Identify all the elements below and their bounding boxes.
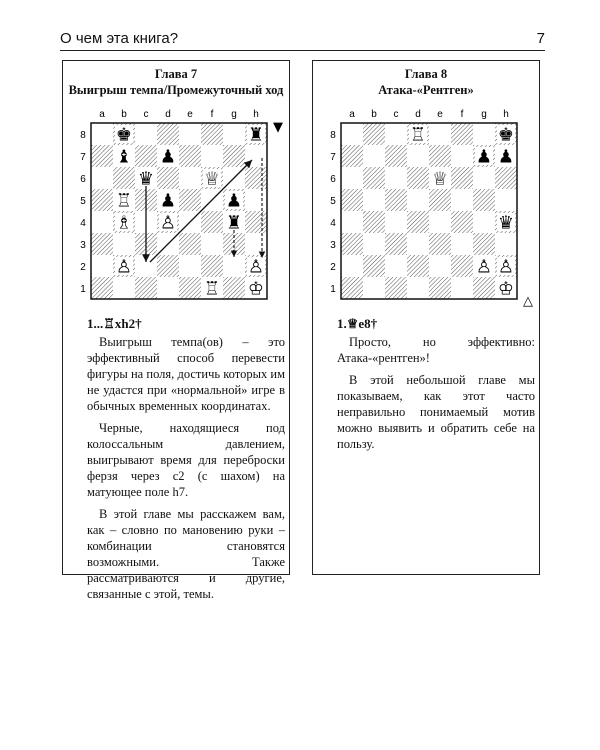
chapter-subtitle: Атака-«Рентген» (378, 83, 474, 97)
file-label: c (393, 109, 399, 120)
file-label: f (460, 109, 464, 120)
key-move: 1.♕e8† (337, 316, 378, 331)
dark-square (201, 211, 223, 233)
file-label: f (210, 109, 214, 120)
chess-piece-f6: ♕ (203, 168, 221, 190)
dark-square (429, 277, 451, 299)
light-square (341, 255, 363, 277)
dark-square (363, 167, 385, 189)
rank-label: 1 (330, 284, 336, 295)
dark-square (179, 233, 201, 255)
chess-piece-g5: ♟ (225, 190, 243, 212)
chess-piece-h8: ♚ (497, 124, 515, 146)
dark-square (179, 189, 201, 211)
rank-label: 2 (330, 262, 336, 273)
dark-square (451, 123, 473, 145)
dark-square (91, 145, 113, 167)
rank-label: 5 (80, 196, 86, 207)
dark-square (201, 255, 223, 277)
chapter-heading: Глава 7 (154, 67, 198, 81)
light-square (407, 145, 429, 167)
chapter-7-panel (62, 60, 290, 601)
light-square (385, 167, 407, 189)
light-square (91, 211, 113, 233)
dark-square (473, 189, 495, 211)
rank-label: 6 (80, 174, 86, 185)
light-square (407, 189, 429, 211)
light-square (341, 167, 363, 189)
dark-square (429, 189, 451, 211)
light-square (245, 189, 267, 211)
chess-piece-h7: ♟ (497, 146, 515, 168)
light-square (157, 277, 179, 299)
paragraph: Выигрыш темпа(ов) – это эффективный способ перевести фигуры на поля, достичь которых им не удастся при «нормальной» игре в обычных временных координатах. (87, 335, 285, 413)
dark-square (363, 255, 385, 277)
dark-square (407, 211, 429, 233)
dark-square (495, 167, 517, 189)
rank-label: 3 (330, 240, 336, 251)
file-label: d (415, 109, 421, 120)
dark-square (91, 189, 113, 211)
dark-square (341, 277, 363, 299)
key-move: 1...♖xh2† (87, 316, 142, 331)
chess-board (77, 105, 287, 320)
dark-square (223, 277, 245, 299)
light-square (91, 255, 113, 277)
light-square (179, 123, 201, 145)
file-label: a (349, 109, 355, 120)
light-square (363, 189, 385, 211)
rank-label: 3 (80, 240, 86, 251)
chess-piece-h2: ♙ (247, 256, 265, 278)
light-square (363, 277, 385, 299)
dark-square (473, 233, 495, 255)
file-label: h (503, 109, 509, 120)
dark-square (157, 255, 179, 277)
dark-square (363, 123, 385, 145)
side-to-move-marker: △ (523, 294, 533, 309)
dark-square (223, 145, 245, 167)
light-square (385, 211, 407, 233)
chess-piece-g4: ♜ (225, 212, 243, 234)
chess-diagram (77, 105, 287, 320)
page-number: 7 (536, 30, 545, 47)
dark-square (179, 145, 201, 167)
chess-piece-d7: ♟ (159, 146, 177, 168)
dark-square (135, 145, 157, 167)
dark-square (451, 255, 473, 277)
light-square (363, 145, 385, 167)
chess-piece-d5: ♟ (159, 190, 177, 212)
chess-piece-b2: ♙ (115, 256, 133, 278)
light-square (135, 123, 157, 145)
chess-piece-h4: ♛ (497, 212, 515, 234)
rank-label: 7 (80, 152, 86, 163)
rank-label: 7 (330, 152, 336, 163)
paragraph: Черные, находящиеся под колоссальным давлением, выигрывают время для переброски ферзя через с2 (с шахом) на матующее поле h7. (87, 421, 285, 499)
file-label: e (187, 109, 193, 120)
dark-square (407, 167, 429, 189)
file-label: g (481, 109, 487, 120)
light-square (385, 255, 407, 277)
chess-piece-b7: ♝ (115, 146, 133, 168)
light-square (451, 277, 473, 299)
light-square (179, 167, 201, 189)
dark-square (341, 233, 363, 255)
chess-piece-h8: ♜ (247, 124, 265, 146)
dark-square (135, 277, 157, 299)
file-label: g (231, 109, 237, 120)
light-square (91, 123, 113, 145)
rank-label: 1 (80, 284, 86, 295)
chess-piece-h2: ♙ (497, 256, 515, 278)
rank-label: 8 (330, 130, 336, 141)
rank-label: 5 (330, 196, 336, 207)
file-label: b (121, 109, 127, 120)
dark-square (91, 277, 113, 299)
dark-square (157, 123, 179, 145)
dark-square (179, 277, 201, 299)
light-square (429, 211, 451, 233)
chess-piece-b4: ♗ (115, 212, 133, 234)
light-square (473, 211, 495, 233)
chapter-text (337, 316, 535, 452)
light-square (451, 145, 473, 167)
dark-square (245, 211, 267, 233)
chess-piece-h1: ♔ (497, 278, 515, 300)
chapter-subtitle: Выигрыш темпа/Промежуточный ход (68, 83, 284, 97)
chess-piece-g2: ♙ (475, 256, 493, 278)
light-square (223, 255, 245, 277)
dark-square (451, 211, 473, 233)
dark-square (201, 123, 223, 145)
light-square (91, 167, 113, 189)
chess-piece-f1: ♖ (203, 278, 221, 300)
chess-piece-b5: ♖ (115, 190, 133, 212)
dark-square (341, 145, 363, 167)
chess-piece-c6: ♛ (137, 168, 155, 190)
dark-square (429, 145, 451, 167)
light-square (201, 233, 223, 255)
chess-piece-d8: ♖ (409, 124, 427, 146)
light-square (113, 277, 135, 299)
chess-piece-d4: ♙ (159, 212, 177, 234)
chess-piece-h1: ♔ (247, 278, 265, 300)
light-square (429, 123, 451, 145)
side-to-move-marker: ▼ (273, 120, 283, 135)
light-square (201, 145, 223, 167)
chapter-8-panel (312, 60, 540, 575)
file-label: e (437, 109, 443, 120)
light-square (363, 233, 385, 255)
light-square (113, 233, 135, 255)
chess-diagram (327, 105, 537, 320)
dark-square (385, 277, 407, 299)
light-square (223, 123, 245, 145)
running-title: О чем эта книга? (60, 30, 179, 47)
paragraph: В этой небольшой главе мы показываем, как этот часто неправильно понимаемый мотив можно выявить и обратить себе на пользу. (337, 373, 535, 451)
light-square (473, 123, 495, 145)
dark-square (363, 211, 385, 233)
dark-square (473, 277, 495, 299)
rank-label: 8 (80, 130, 86, 141)
dark-square (341, 189, 363, 211)
dark-square (91, 233, 113, 255)
file-label: h (253, 109, 259, 120)
running-header (60, 30, 545, 51)
light-square (407, 233, 429, 255)
dark-square (245, 167, 267, 189)
file-label: c (143, 109, 149, 120)
light-square (473, 167, 495, 189)
light-square (385, 123, 407, 145)
light-square (341, 123, 363, 145)
chess-piece-g7: ♟ (475, 146, 493, 168)
light-square (495, 189, 517, 211)
dark-square (113, 167, 135, 189)
light-square (245, 233, 267, 255)
dark-square (451, 167, 473, 189)
chess-piece-e6: ♕ (431, 168, 449, 190)
file-label: b (371, 109, 377, 120)
rank-label: 2 (80, 262, 86, 273)
chapter-heading: Глава 8 (404, 67, 448, 81)
chess-piece-b8: ♚ (115, 124, 133, 146)
dark-square (385, 233, 407, 255)
rank-label: 4 (330, 218, 336, 229)
light-square (179, 255, 201, 277)
dark-square (407, 255, 429, 277)
chapter-text (87, 316, 285, 602)
light-square (341, 211, 363, 233)
light-square (407, 277, 429, 299)
dark-square (157, 167, 179, 189)
paragraph: Просто, но эффективно: Атака-«рентген»! (337, 335, 535, 365)
rank-label: 6 (330, 174, 336, 185)
light-square (429, 255, 451, 277)
chess-board (327, 105, 537, 320)
dark-square (429, 233, 451, 255)
file-label: d (165, 109, 171, 120)
dark-square (385, 189, 407, 211)
rank-label: 4 (80, 218, 86, 229)
file-label: a (99, 109, 105, 120)
light-square (451, 189, 473, 211)
light-square (451, 233, 473, 255)
dark-square (385, 145, 407, 167)
light-square (495, 233, 517, 255)
paragraph: В этой главе мы расскажем вам, как – словно по мановению руки – комбинации становятся возможными. Также рассматриваются и другие, связанные с этой, темы. (87, 507, 285, 601)
